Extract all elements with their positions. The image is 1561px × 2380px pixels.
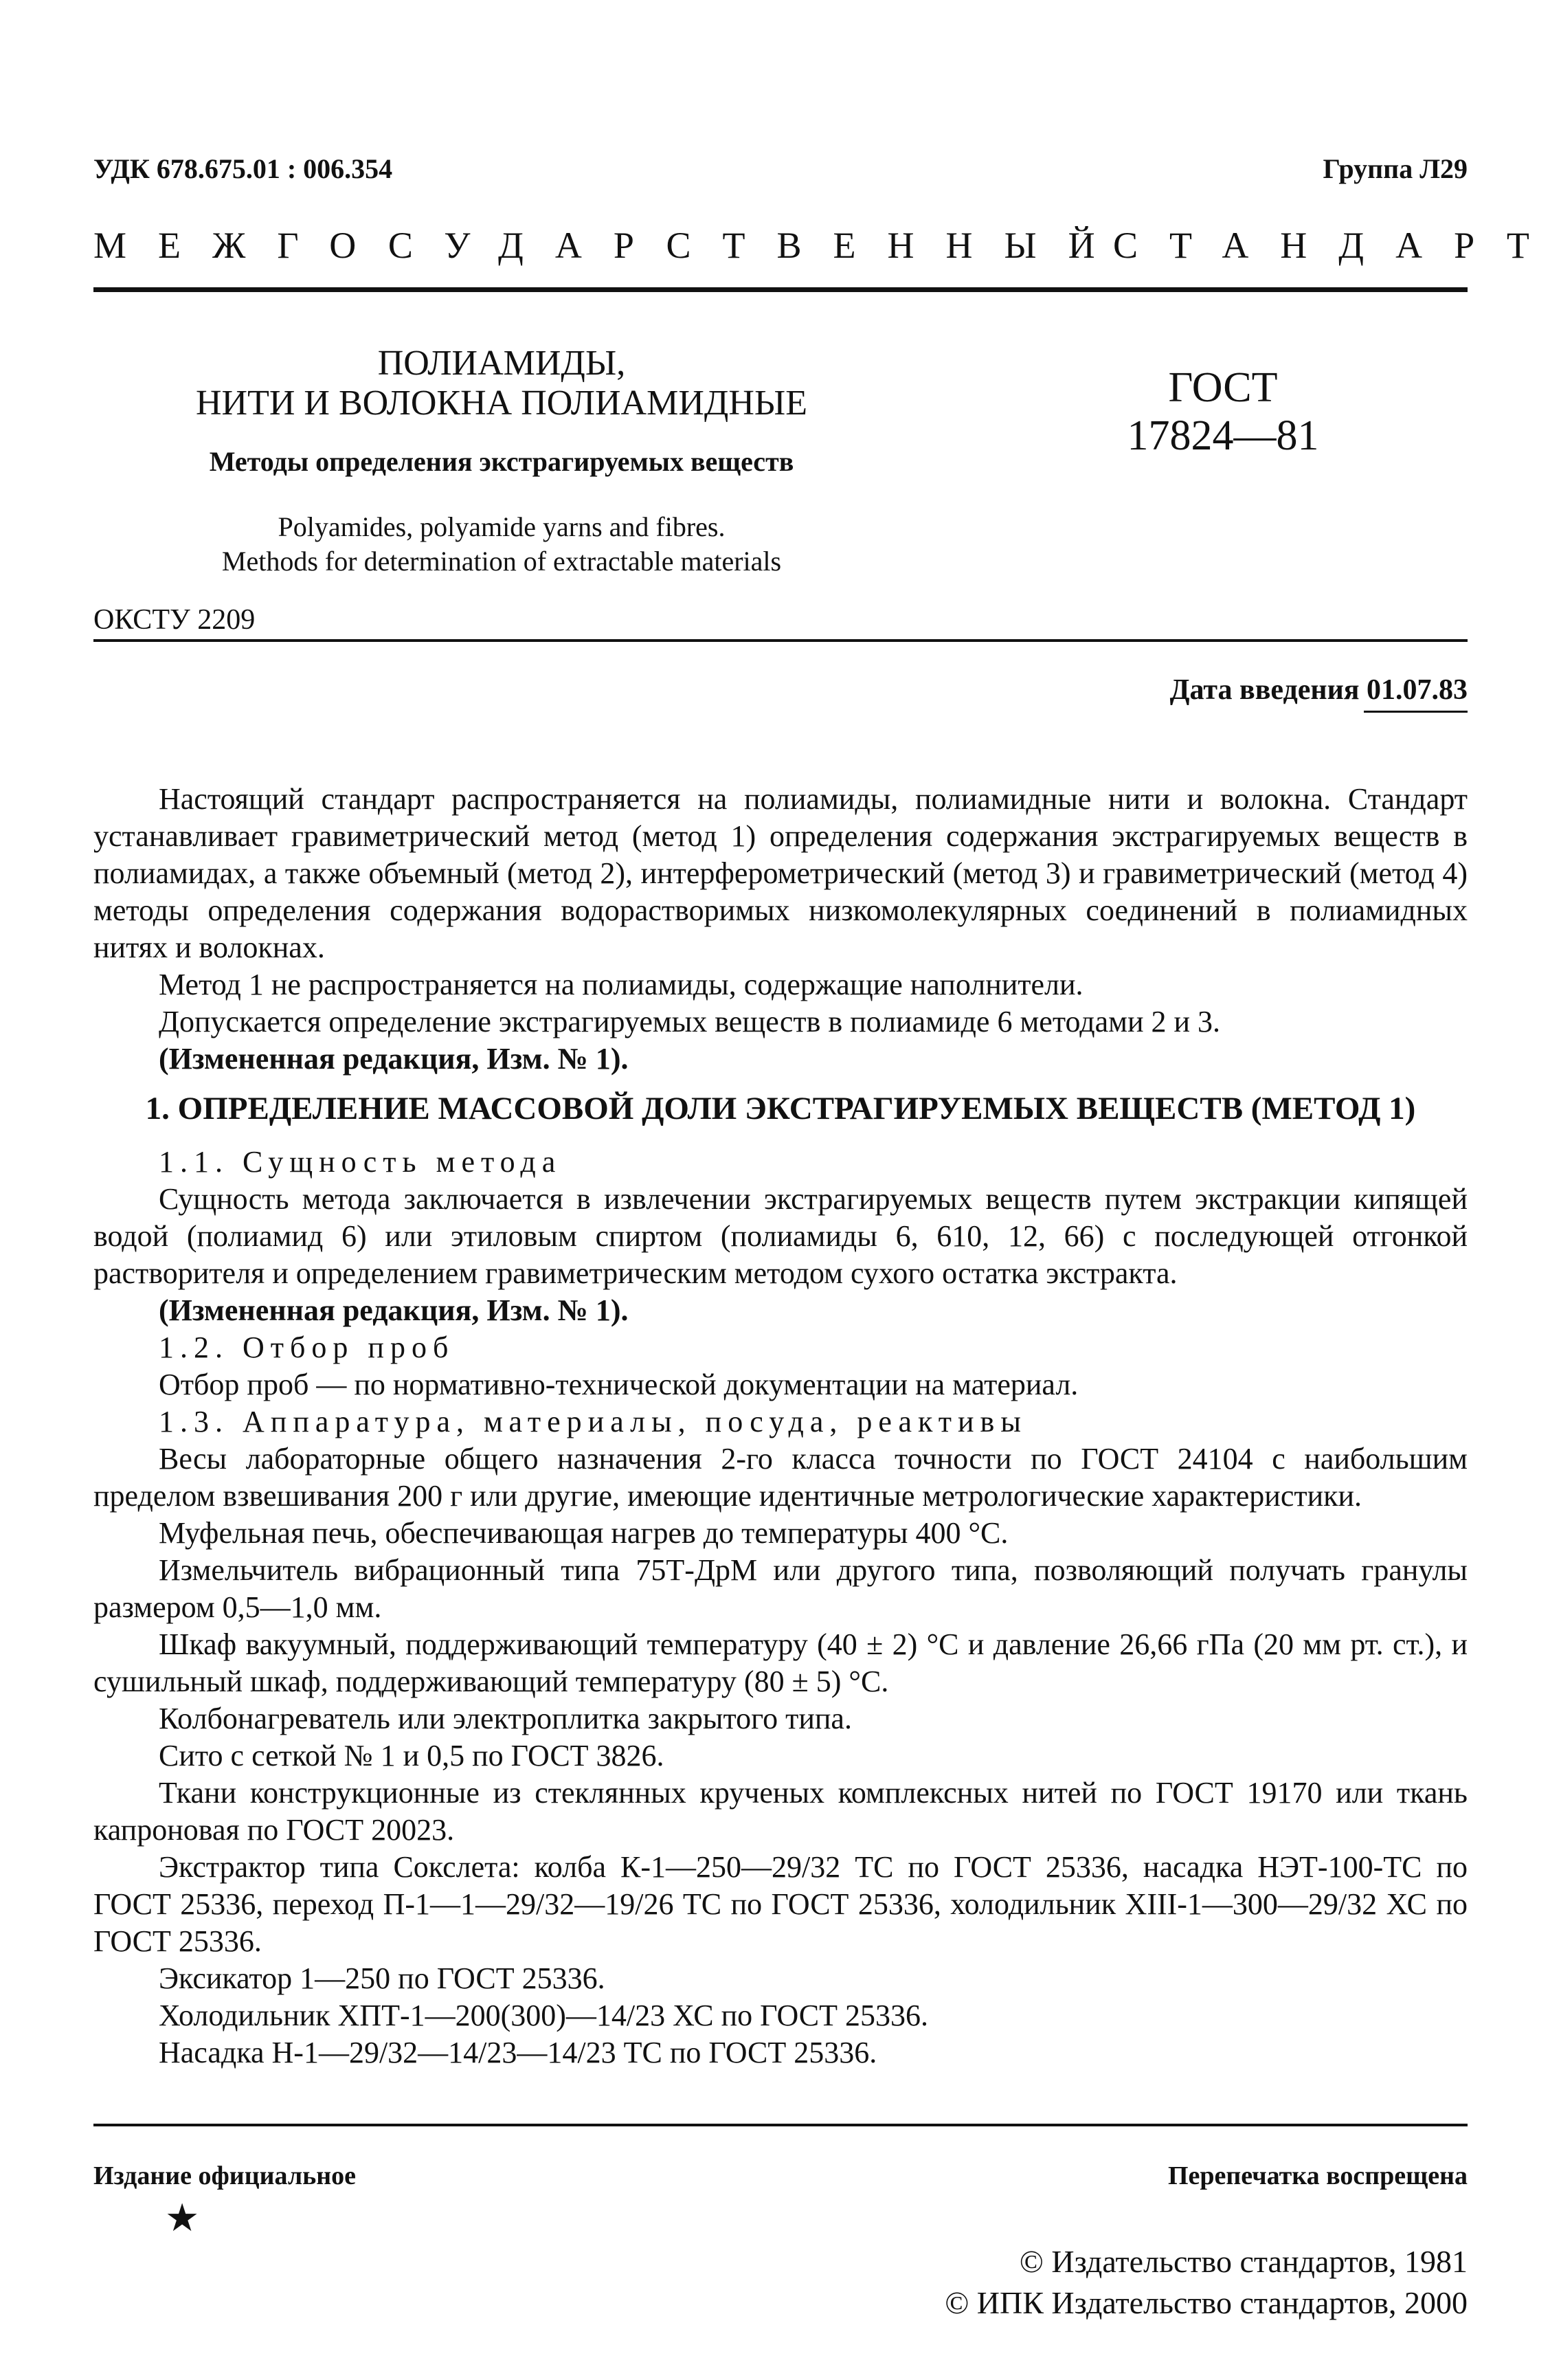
gost-label: ГОСТ bbox=[1168, 364, 1278, 411]
amendment-note-1: (Измененная редакция, Изм. № 1). bbox=[159, 1042, 629, 1076]
title-subtitle: Методы определения экстрагируемых веществ bbox=[209, 446, 794, 477]
star-icon: ★ bbox=[165, 2197, 200, 2240]
subsection-1-3-scales: Весы лабораторные общего назначения 2-го класса точности по ГОСТ 24104 с наибольшим пределом взвешивания 200 г или другие, имеющие идентичные метрологические характеристики. bbox=[93, 1442, 1468, 1513]
intro-paragraph-1: Настоящий стандарт распространяется на полиамиды, полиамидные нити и волокна. Стандарт устанавливает гравиметрический метод (метод 1) определения содержания экстрагируемых веществ в полиамидах, а также объемный (метод 2), интерферометрический (метод 3) и гравиметрический (метод 4) методы определения содержания водорастворимых низкомолекулярных соединений в полиамидных нитях и волокнах. bbox=[93, 782, 1468, 964]
title-rule bbox=[93, 639, 1468, 642]
copyright-2000: © ИПК Издательство стандартов, 2000 bbox=[945, 2285, 1468, 2320]
intro-paragraph-3: Допускается определение экстрагируемых веществ в полиамиде 6 методами 2 и 3. bbox=[159, 1005, 1221, 1038]
group-code: Группа Л29 bbox=[1323, 153, 1468, 184]
subsection-1-3-fabric: Ткани конструкционные из стеклянных крученых комплексных нитей по ГОСТ 19170 или ткань капроновая по ГОСТ 20023. bbox=[93, 1776, 1468, 1847]
subsection-1-3-condenser: Холодильник ХПТ-1—200(300)—14/23 ХС по ГОСТ 25336. bbox=[159, 1999, 929, 2032]
date-underline bbox=[1364, 711, 1468, 713]
subsection-1-3-cabinet: Шкаф вакуумный, поддерживающий температуру (40 ± 2) °С и давление 26,66 гПа (20 мм рт. ст.), и сушильный шкаф, поддерживающий температуру (80 ± 5) °С. bbox=[93, 1627, 1468, 1698]
gost-number: 17824—81 bbox=[1127, 412, 1319, 459]
subsection-1-3-desiccator: Эксикатор 1—250 по ГОСТ 25336. bbox=[159, 1961, 605, 1995]
header-rule bbox=[93, 287, 1468, 292]
footer-rule bbox=[93, 2124, 1468, 2126]
subsection-1-2-text: Отбор проб — по нормативно-технической документации на материал. bbox=[159, 1368, 1079, 1401]
intro-date: Дата введения 01.07.83 bbox=[1169, 674, 1468, 706]
subsection-1-3-nozzle: Насадка Н-1—29/32—14/23—14/23 ТС по ГОСТ 25336. bbox=[159, 2036, 877, 2069]
subsection-1-3-extractor: Экстрактор типа Сокслета: колба К-1—250—29/32 ТС по ГОСТ 25336, насадка НЭТ-100-ТС по ГОСТ 25336, переход П-1—1—29/32—19/26 ТС по ГОСТ 25336, холодильник ХIII-1—300—29/32 ХС по ГОСТ 25336. bbox=[93, 1850, 1468, 1958]
copyright-1981: © Издательство стандартов, 1981 bbox=[1019, 2244, 1468, 2279]
subsection-1-3-furnace: Муфельная печь, обеспечивающая нагрев до температуры 400 °С. bbox=[159, 1516, 1009, 1550]
udk-code: УДК 678.675.01 : 006.354 bbox=[93, 153, 393, 184]
okstu-code: ОКСТУ 2209 bbox=[93, 604, 256, 636]
subsection-1-3-heading: 1.3. Аппаратура, материалы, посуда, реактивы bbox=[159, 1405, 1027, 1438]
section-1-title: 1. ОПРЕДЕЛЕНИЕ МАССОВОЙ ДОЛИ ЭКСТРАГИРУЕМЫХ ВЕЩЕСТВ (МЕТОД 1) bbox=[145, 1091, 1416, 1126]
interstate-word: МЕЖГОСУДАРСТВЕННЫЙ bbox=[93, 225, 1127, 266]
intro-paragraph-2: Метод 1 не распространяется на полиамиды, содержащие наполнители. bbox=[159, 968, 1083, 1001]
subsection-1-3-sieve: Сито с сеткой № 1 и 0,5 по ГОСТ 3826. bbox=[159, 1739, 664, 1772]
reprint-prohibited: Перепечатка воспрещена bbox=[1167, 2161, 1468, 2190]
title-line-2: НИТИ И ВОЛОКНА ПОЛИАМИДНЫЕ bbox=[195, 383, 808, 423]
subsection-1-1-text: Сущность метода заключается в извлечении экстрагируемых веществ путем экстракции кипящей водой (полиамид 6) или этиловым спиртом (полиамиды 6, 610, 12, 66) с последующей отгонкой растворителя и определением гравиметрическим методом сухого остатка экстракта. bbox=[93, 1182, 1468, 1290]
official-edition: Издание официальное bbox=[93, 2161, 357, 2190]
title-english-1: Polyamides, polyamide yarns and fibres. bbox=[278, 511, 726, 542]
subsection-1-3-heater: Колбонагреватель или электроплитка закрытого типа. bbox=[159, 1702, 852, 1735]
title-line-1: ПОЛИАМИДЫ, bbox=[377, 344, 626, 383]
subsection-1-1-heading: 1.1. Сущность метода bbox=[159, 1145, 562, 1179]
title-english-2: Methods for determination of extractable materials bbox=[221, 546, 782, 577]
standard-word: СТАНДАРТ bbox=[1113, 225, 1561, 266]
subsection-1-3-grinder: Измельчитель вибрационный типа 75Т-ДрМ или другого типа, позволяющий получать гранулы размером 0,5—1,0 мм. bbox=[93, 1553, 1468, 1624]
amendment-note-2: (Измененная редакция, Изм. № 1). bbox=[159, 1293, 629, 1327]
subsection-1-2-heading: 1.2. Отбор проб bbox=[159, 1331, 455, 1364]
